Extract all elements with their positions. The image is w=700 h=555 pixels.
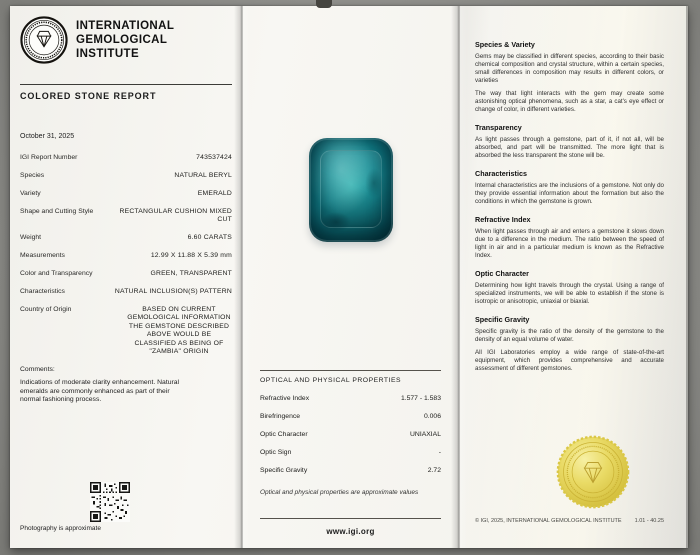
education-section-specific-gravity [475,315,664,373]
education-section-characteristics [475,169,664,206]
field-label: IGI Report Number [20,154,78,161]
field-value: 743537424 [196,154,232,161]
field-row [20,252,232,260]
field-label: Characteristics [20,288,65,295]
properties-panel [242,6,459,548]
education-section-transparency [475,123,664,160]
properties-title: OPTICAL AND PHYSICAL PROPERTIES [260,377,402,384]
field-label: Species [20,172,45,179]
field-value: NATURAL BERYL [174,172,232,179]
property-label: Refractive Index [260,395,310,402]
property-label: Optic Sign [260,449,292,456]
field-row [20,208,232,224]
field-value: 12.99 X 11.88 X 5.39 mm [150,252,232,259]
divider-line [20,84,232,85]
comments-block [20,366,180,404]
section-title: Optic Character [475,269,529,278]
property-value: UNIAXIAL [410,431,441,438]
field-row-country-of-origin [20,306,232,356]
field-row [20,154,232,162]
report-type-title: COLORED STONE REPORT [20,91,157,101]
report-panel [10,6,242,548]
field-value: NATURAL INCLUSION(S) PATTERN [114,288,232,295]
field-value: 6.60 CARATS [187,234,232,241]
section-paragraph: Gems may be classified in different species, according to their basic chemical composition and crystal structure, within a certain species, small differences in composition may results in different colors, or varieties [475,53,664,84]
property-row [260,431,441,438]
property-label: Birefringence [260,413,301,420]
certificate-document [10,6,688,548]
field-value: BASED ON CURRENT GEMOLOGICAL INFORMATION THE GEMSTONE DESCRIBED ABOVE WOULD BE CLASSIFIED AS BEING OF "ZAMBIA" ORIGIN [127,306,231,356]
field-label: Color and Transparency [20,270,93,277]
gold-seal-icon [555,434,631,510]
field-row [20,288,232,296]
qr-code-icon [90,482,130,522]
section-paragraph: When light passes through air and enters a gemstone it slows down due to a difference in the medium. The ratio between the speed of light in air and in a particular medium is known as the Refractive Index. [475,228,664,259]
igi-logo-icon [20,16,68,64]
field-value: GREEN, TRANSPARENT [150,270,232,277]
property-row [260,467,441,474]
section-paragraph: Determining how light travels through the crystal. Using a range of specialized instruments, we will be able to establish if the stone is isotropic or anisotropic, uniaxial or biaxial. [475,282,664,305]
field-label: Shape and Cutting Style [20,208,94,215]
org-name-line: INSTITUTE [76,48,140,60]
field-value: EMERALD [197,190,232,197]
field-row [20,270,232,278]
property-label: Optic Character [260,431,308,438]
brand-header [20,14,232,64]
property-label: Specific Gravity [260,467,308,474]
field-row [20,172,232,180]
photography-note: Photography is approximate [20,525,101,532]
section-title: Characteristics [475,169,527,178]
property-row [260,449,441,456]
section-title: Refractive Index [475,215,531,224]
section-paragraph: Specific gravity is the ratio of the density of the gemstone to the density of an equal volume of water. [475,328,664,343]
property-row [260,395,441,402]
section-paragraph: All IGI Laboratories employ a wide range of state-of-the-art equipment, which provides comprehensive and accurate assessment of different gemstones. [475,349,664,372]
section-title: Transparency [475,123,522,132]
footer-row [475,518,664,524]
report-date: October 31, 2025 [20,133,75,140]
report-fields [20,154,232,356]
property-value: 1.577 - 1.583 [400,395,441,402]
gemstone-inclusion-shading [321,212,351,232]
org-name-line: GEMOLOGICAL [76,34,168,46]
section-paragraph: The way that light interacts with the gem may create some astonishing optical phenomena, such as a star, a cat's eye effect or change of color, in different varieties. [475,90,664,113]
field-row [20,234,232,242]
field-label: Measurements [20,252,65,259]
optical-properties-section [260,370,441,496]
field-label: Country of Origin [20,306,72,313]
org-name-line: INTERNATIONAL [76,20,175,32]
section-paragraph: Internal characteristics are the inclusions of a gemstone. Not only do they provide essential information about the formation but also the conditions in which the gemstone is grown. [475,182,664,205]
education-panel [459,6,688,548]
section-paragraph: As light passes through a gemstone, part of it, if not all, will be absorbed, and part will be transmitted. The more light that is absorbed the less transparent the stone will be. [475,136,664,159]
gemstone-inclusion-shading [365,168,383,198]
section-title: Specific Gravity [475,315,530,324]
field-value: RECTANGULAR CUSHION MIXED CUT [119,208,232,223]
education-section-refractive-index [475,215,664,260]
copyright-text: © IGI, 2025, INTERNATIONAL GEMOLOGICAL INSTITUTE [475,518,622,524]
property-row [260,413,441,420]
property-value: 0.006 [423,413,441,420]
property-value: - [438,449,441,456]
properties-note: Optical and physical properties are approximate values [260,489,419,496]
doc-code: 1.01 - 40.25 [634,518,664,524]
comments-label: Comments: [20,366,55,374]
field-label: Variety [20,190,41,197]
field-label: Weight [20,234,42,241]
education-section-optic-character [475,269,664,306]
education-section-species-variety [475,40,664,114]
property-value: 2.72 [427,467,441,474]
photo-clip-mark [316,0,332,8]
gemstone-photo [309,138,393,242]
section-title: Species & Variety [475,40,535,49]
field-row [20,190,232,198]
org-name [76,14,174,61]
comments-text: Indications of moderate clarity enhancement. Natural emeralds are commonly enhanced as part of their normal fashioning process. [20,379,180,404]
website-url: www.igi.org [260,518,441,536]
